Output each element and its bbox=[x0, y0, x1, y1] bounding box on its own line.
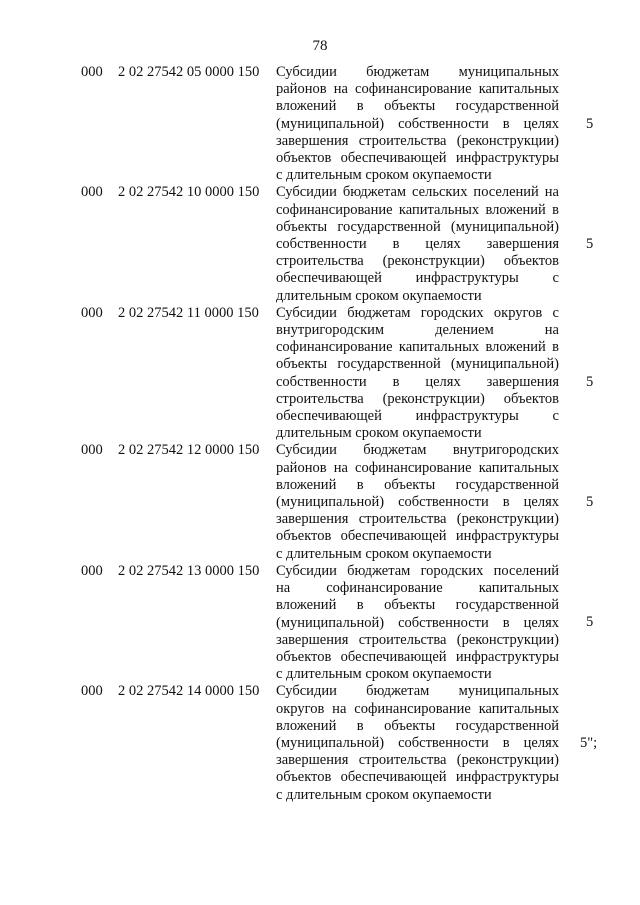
budget-classification-code: 2 02 27542 10 0000 150 bbox=[118, 184, 260, 201]
admin-code: 000 bbox=[81, 64, 103, 80]
description-line: на софинансирование капитальных bbox=[276, 580, 559, 597]
amount: 5"; bbox=[580, 734, 598, 751]
table-row bbox=[0, 64, 640, 184]
description-line: софинансирование капитальных вложений в bbox=[276, 201, 559, 218]
description-line: объекты государственной (муниципальной) bbox=[276, 218, 559, 235]
description-line: Субсидии бюджетам муниципальных bbox=[276, 683, 559, 700]
description-line: обеспечивающей инфраструктуры с bbox=[276, 408, 559, 425]
table-row bbox=[0, 305, 640, 443]
budget-classification-code: 2 02 27542 14 0000 150 bbox=[118, 683, 260, 700]
description-line: Субсидии бюджетам муниципальных bbox=[276, 64, 559, 80]
budget-classification-code: 2 02 27542 11 0000 150 bbox=[118, 304, 259, 321]
description-line: с длительным сроком окупаемости bbox=[276, 786, 492, 803]
description-line: районов на софинансирование капитальных bbox=[276, 459, 559, 476]
description-line: Субсидии бюджетам городских поселений bbox=[276, 562, 559, 579]
admin-code: 000 bbox=[81, 562, 103, 579]
description-line: с длительным сроком окупаемости bbox=[276, 545, 492, 562]
description-line: объектов обеспечивающей инфраструктуры bbox=[276, 528, 559, 545]
description-line: собственности в целях завершения bbox=[276, 236, 559, 253]
admin-code: 000 bbox=[81, 184, 103, 201]
description-line: вложений в объекты государственной bbox=[276, 717, 559, 734]
amount: 5 bbox=[586, 236, 594, 253]
description-line: завершения строительства (реконструкции) bbox=[276, 752, 559, 769]
description-line: завершения строительства (реконструкции) bbox=[276, 132, 559, 149]
amount: 5 bbox=[586, 494, 594, 511]
income-description bbox=[276, 683, 559, 803]
description-line: строительства (реконструкции) объектов bbox=[276, 390, 559, 407]
description-line: объектов обеспечивающей инфраструктуры bbox=[276, 648, 559, 665]
description-line: объекты государственной (муниципальной) bbox=[276, 356, 559, 373]
budget-classification-code: 2 02 27542 05 0000 150 bbox=[118, 64, 260, 80]
description-line: округов на софинансирование капитальных bbox=[276, 700, 559, 717]
description-line: вложений в объекты государственной bbox=[276, 476, 559, 493]
description-line: внутригородским делением на bbox=[276, 322, 559, 339]
table-row bbox=[0, 563, 640, 683]
budget-classification-code: 2 02 27542 13 0000 150 bbox=[118, 562, 260, 579]
description-line: обеспечивающей инфраструктуры с bbox=[276, 270, 559, 287]
income-description bbox=[276, 305, 559, 443]
budget-table bbox=[0, 64, 640, 804]
description-line: вложений в объекты государственной bbox=[276, 597, 559, 614]
description-line: Субсидии бюджетам сельских поселений на bbox=[276, 184, 559, 201]
page-number: 78 bbox=[312, 38, 328, 54]
description-line: Субсидии бюджетам городских округов с bbox=[276, 304, 559, 321]
income-description bbox=[276, 563, 559, 683]
description-line: (муниципальной) собственности в целях bbox=[276, 115, 559, 132]
description-line: (муниципальной) собственности в целях bbox=[276, 614, 559, 631]
admin-code: 000 bbox=[81, 683, 103, 700]
income-description bbox=[276, 64, 559, 184]
description-line: длительным сроком окупаемости bbox=[276, 287, 482, 304]
description-line: софинансирование капитальных вложений в bbox=[276, 339, 559, 356]
budget-classification-code: 2 02 27542 12 0000 150 bbox=[118, 442, 260, 459]
table-row bbox=[0, 683, 640, 803]
description-line: объектов обеспечивающей инфраструктуры bbox=[276, 769, 559, 786]
description-line: Субсидии бюджетам внутригородских bbox=[276, 442, 559, 459]
description-line: длительным сроком окупаемости bbox=[276, 425, 482, 442]
description-line: (муниципальной) собственности в целях bbox=[276, 494, 559, 511]
income-description bbox=[276, 442, 559, 562]
admin-code: 000 bbox=[81, 442, 103, 459]
description-line: строительства (реконструкции) объектов bbox=[276, 253, 559, 270]
description-line: вложений в объекты государственной bbox=[276, 98, 559, 115]
description-line: завершения строительства (реконструкции) bbox=[276, 631, 559, 648]
description-line: завершения строительства (реконструкции) bbox=[276, 511, 559, 528]
admin-code: 000 bbox=[81, 304, 103, 321]
description-line: (муниципальной) собственности в целях bbox=[276, 734, 559, 751]
amount: 5 bbox=[586, 614, 594, 631]
table-row bbox=[0, 184, 640, 304]
description-line: районов на софинансирование капитальных bbox=[276, 81, 559, 98]
description-line: собственности в целях завершения bbox=[276, 373, 559, 390]
amount: 5 bbox=[586, 115, 594, 132]
income-description bbox=[276, 184, 559, 304]
amount: 5 bbox=[586, 373, 594, 390]
description-line: с длительным сроком окупаемости bbox=[276, 167, 492, 184]
table-row bbox=[0, 442, 640, 562]
description-line: с длительным сроком окупаемости bbox=[276, 666, 492, 683]
description-line: объектов обеспечивающей инфраструктуры bbox=[276, 150, 559, 167]
